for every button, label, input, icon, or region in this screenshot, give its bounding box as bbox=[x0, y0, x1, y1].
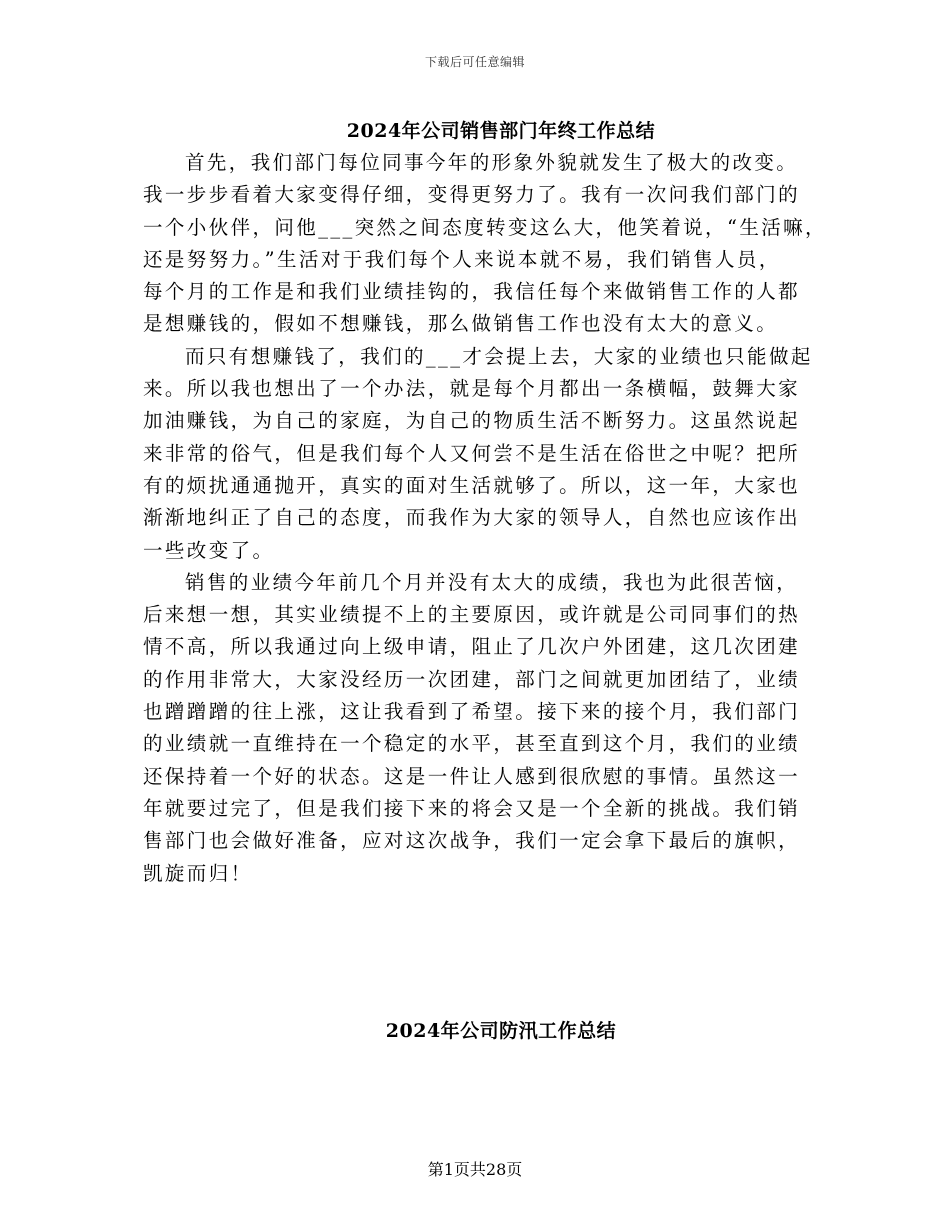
text-line: 有的烦扰通通抛开，真实的面对生活就够了。所以，这一年，大家也 bbox=[143, 473, 801, 497]
text-line: 加油赚钱，为自己的家庭，为自己的物质生活不断努力。这虽然说起 bbox=[143, 409, 801, 433]
text-line: 还是努努力。”生活对于我们每个人来说本就不易，我们销售人员， bbox=[143, 247, 781, 271]
text-line: 的业绩就一直维持在一个稳定的水平，甚至直到这个月，我们的业绩 bbox=[143, 732, 801, 756]
text-line: 销售的业绩今年前几个月并没有太大的成绩，我也为此很苦恼， bbox=[185, 570, 799, 594]
text-line: 渐渐地纠正了自己的态度，而我作为大家的领导人，自然也应该作出 bbox=[143, 506, 801, 530]
text-line: 凯旋而归！ bbox=[143, 861, 253, 885]
text-line: 也蹭蹭蹭的往上涨，这让我看到了希望。接下来的接个月，我们部门 bbox=[143, 700, 801, 724]
text-line: 一些改变了。 bbox=[143, 538, 275, 562]
page-number: 第1页共28页 bbox=[427, 1160, 523, 1179]
text-line: 售部门也会做好准备，应对这次战争，我们一定会拿下最后的旗帜， bbox=[143, 829, 801, 853]
text-line: 而只有想赚钱了，我们的___才会提上去，大家的业绩也只能做起 bbox=[185, 344, 813, 368]
text-line: 年就要过完了，但是我们接下来的将会又是一个全新的挑战。我们销 bbox=[143, 796, 801, 820]
text-line: 情不高，所以我通过向上级申请，阻止了几次户外团建，这几次团建 bbox=[143, 635, 801, 659]
text-line: 是想赚钱的，假如不想赚钱，那么做销售工作也没有太大的意义。 bbox=[143, 312, 779, 336]
text-line: 首先，我们部门每位同事今年的形象外貌就发生了极大的改变。 bbox=[185, 151, 799, 174]
paragraph-1 bbox=[143, 147, 827, 341]
page-header-note: 下载后可任意编辑 bbox=[424, 55, 525, 69]
text-line: 来非常的俗气，但是我们每个人又何尝不是生活在俗世之中呢？把所 bbox=[143, 441, 801, 465]
text-line: 来。所以我也想出了一个办法，就是每个月都出一条横幅，鼓舞大家 bbox=[143, 377, 801, 401]
paragraph-3 bbox=[143, 567, 813, 890]
document-title: 2024年公司销售部门年终工作总结 bbox=[346, 120, 656, 142]
text-line: 我一步步看着大家变得仔细，变得更努力了。我有一次问我们部门的 bbox=[143, 183, 801, 207]
text-line: 的作用非常大，大家没经历一次团建，部门之间就更加团结了，业绩 bbox=[143, 667, 801, 691]
text-line: 还保持着一个好的状态。这是一件让人感到很欣慰的事情。虽然这一 bbox=[143, 764, 801, 788]
text-line: 每个月的工作是和我们业绩挂钩的，我信任每个来做销售工作的人都 bbox=[143, 280, 801, 304]
text-line: 后来想一想，其实业绩提不上的主要原因，或许就是公司同事们的热 bbox=[143, 603, 801, 627]
text-line: 一个小伙伴，问他___突然之间态度转变这么大，他笑着说，“生活嘛， bbox=[143, 215, 827, 239]
document-body bbox=[143, 147, 827, 890]
paragraph-2 bbox=[143, 341, 813, 567]
next-section-title: 2024年公司防汛工作总结 bbox=[385, 1020, 617, 1042]
